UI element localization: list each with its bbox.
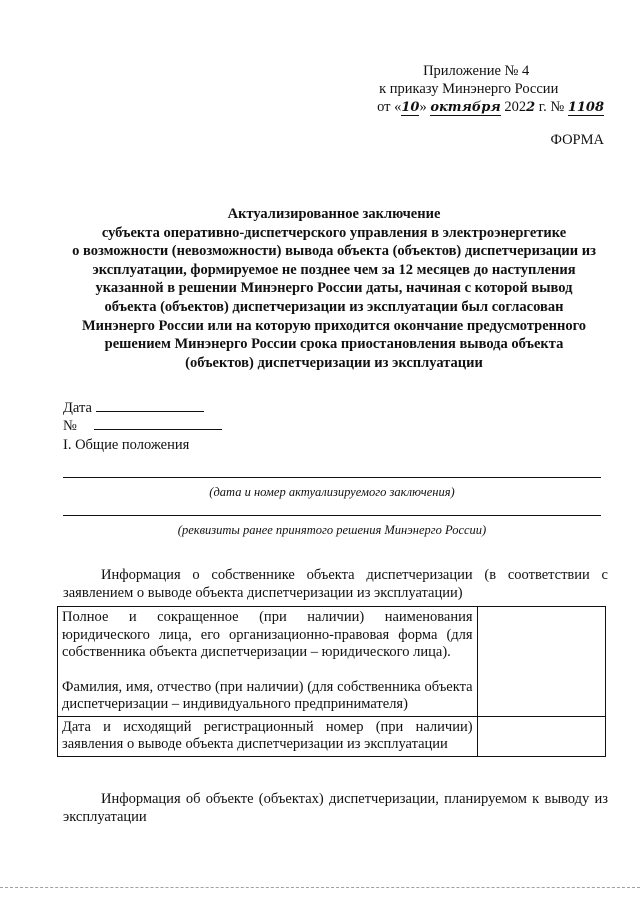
date-label: Дата: [63, 400, 92, 416]
application-ref-text: Дата и исходящий регистрационный номер (при наличии) заявления о выводе объекта диспетчеризации из эксплуатации: [62, 718, 473, 752]
owner-info-text: Информация о собственнике объекта диспетчеризации (в соответствии с заявлением о выводе объекта диспетчеризации из эксплуатации): [63, 567, 608, 601]
application-ref-cell: [58, 716, 478, 756]
owner-name-value[interactable]: [477, 607, 605, 717]
number-blank[interactable]: [94, 415, 222, 430]
handwritten-day: 10: [401, 100, 420, 115]
number-field: [63, 415, 222, 435]
handwritten-year-digit: 2: [526, 100, 536, 115]
year-suffix: г. №: [535, 99, 568, 115]
date-prefix: от «: [377, 99, 402, 115]
title-line: решением Минэнерго России срока приостановления вывода объекта: [104, 336, 564, 353]
title-line: Минэнерго России или на которую приходится окончание предусмотренного: [81, 317, 587, 334]
owner-info-paragraph: [63, 566, 608, 602]
object-info-paragraph: [63, 790, 608, 826]
section-heading: I. Общие положения: [63, 437, 190, 453]
number-label: №: [63, 418, 77, 434]
date-field: [63, 397, 204, 417]
object-info-text: Информация об объекте (объектах) диспетчеризации, планируемом к выводу из эксплуатации: [63, 791, 608, 825]
decision-ref-caption: (реквизиты ранее принятого решения Минэнерго России): [177, 523, 487, 537]
conclusion-ref-caption: (дата и номер актуализируемого заключения): [209, 485, 455, 499]
title-line: Актуализированное заключение: [227, 206, 441, 222]
owner-individual-text: Фамилия, имя, отчество (при наличии) (для собственника объекта диспетчеризации – индивидуального предпринимателя): [62, 678, 473, 712]
appendix-order-ref: к приказу Минэнерго России: [379, 81, 559, 97]
title-line: эксплуатации, формируемое не позднее чем за 12 месяцев до наступления: [92, 261, 576, 278]
title-line: субъекта оперативно-диспетчерского управления в электроэнергетике: [101, 224, 567, 241]
title-line: указанной в решении Минэнерго России даты, начиная с которой вывод: [95, 280, 573, 297]
title-line: объекта (объектов) диспетчеризации из эксплуатации был согласован: [104, 298, 564, 315]
appendix-number: Приложение № 4: [423, 63, 530, 79]
handwritten-month: октября: [430, 100, 501, 115]
decision-ref-line[interactable]: [63, 515, 601, 516]
appendix-header: [379, 62, 604, 117]
form-label: ФОРМА: [550, 132, 604, 148]
appendix-order-date: [377, 98, 604, 117]
table-row: [58, 716, 606, 756]
conclusion-ref-line[interactable]: [63, 477, 601, 478]
owner-legal-entity-text: Полное и сокращенное (при наличии) наименования юридического лица, его организационно-правовая форма (для собственника объекта диспетчеризации – юридического лица).: [62, 609, 473, 660]
date-mid: »: [419, 99, 431, 115]
title-line: (объектов) диспетчеризации из эксплуатации: [185, 354, 483, 371]
owner-info-table: [57, 606, 606, 757]
table-row: [58, 607, 606, 717]
application-ref-value[interactable]: [477, 716, 605, 756]
scan-edge: [0, 887, 640, 894]
owner-name-cell: [58, 607, 478, 717]
document-title: [54, 205, 614, 372]
title-line: о возможности (невозможности) вывода объекта (объектов) диспетчеризации из: [72, 243, 596, 260]
handwritten-order-number: 1108: [567, 100, 604, 115]
year-prefix: 202: [500, 99, 527, 115]
date-blank[interactable]: [96, 397, 204, 412]
